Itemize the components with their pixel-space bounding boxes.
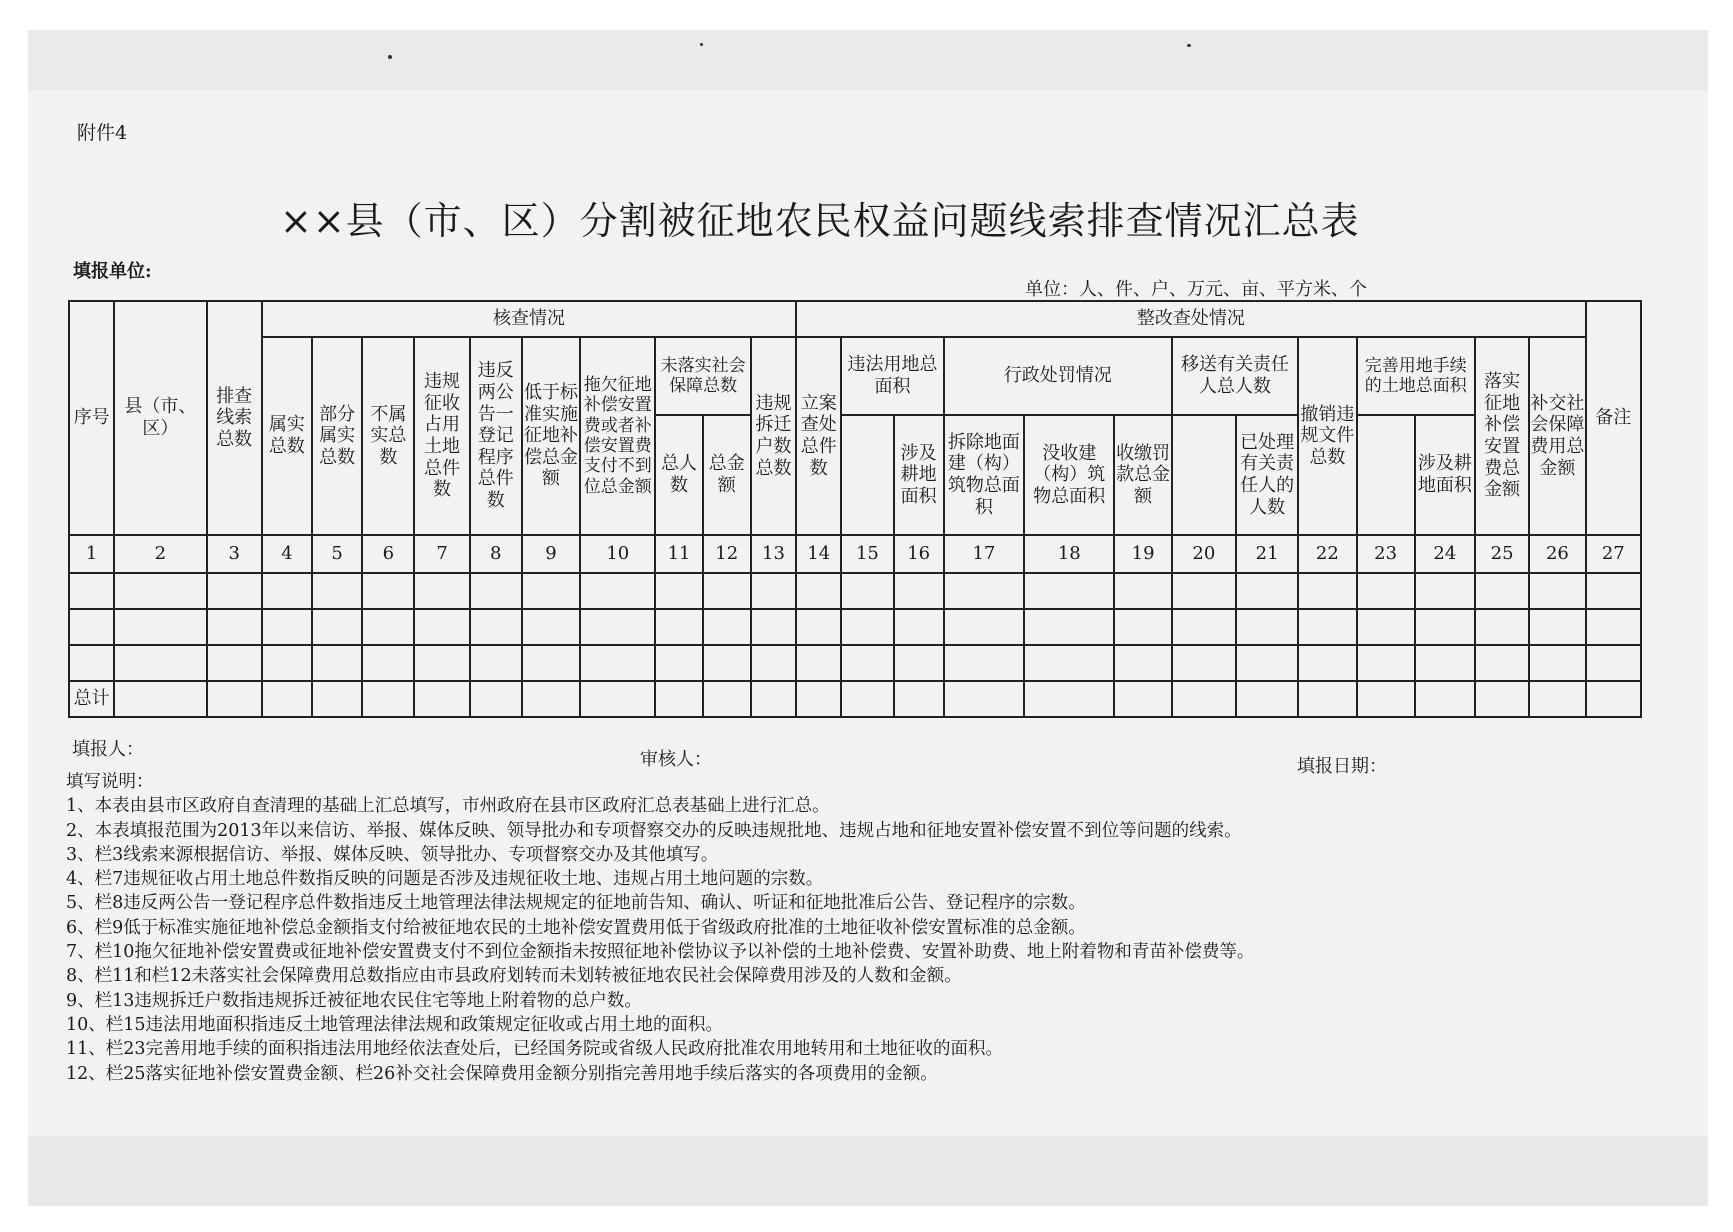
note-item: 6、栏9低于标准实施征地补偿总金额指支付给被征地农民的土地补偿安置费用低于省级政府批准的土地征收补偿安置标准的总金额。: [66, 917, 1086, 938]
column-number-cell: 10: [580, 535, 655, 573]
header-illegal-area-blank: [841, 415, 893, 535]
column-number-cell: 3: [207, 535, 262, 573]
header-handled-persons: 已处理有关责任人的人数: [1236, 415, 1298, 535]
column-number-cell: 18: [1024, 535, 1114, 573]
column-number-cell: 17: [944, 535, 1024, 573]
note-item: 4、栏7违规征收占用土地总件数指反映的问题是否涉及违规征收土地、违规占用土地问题的宗数。: [66, 869, 824, 890]
column-number-row: [69, 535, 1641, 573]
header-revoke-docs: 撤销违规文件总数: [1298, 337, 1356, 535]
column-number-cell: 15: [841, 535, 893, 573]
header-illegal-area: 违法用地总面积: [841, 337, 943, 415]
column-number-cell: 24: [1415, 535, 1475, 573]
column-number-cell: 23: [1357, 535, 1415, 573]
header-illegal-land: 违规征收占用土地总件数: [414, 337, 469, 535]
sheet-bottom-band: [28, 1136, 1708, 1206]
table-row: [69, 573, 1641, 609]
table-row: [69, 645, 1641, 681]
column-number-cell: 2: [114, 535, 206, 573]
column-number-cell: 11: [655, 535, 702, 573]
page-title: ××县（市、区）分割被征地农民权益问题线索排查情况汇总表: [280, 199, 1360, 243]
header-confiscate-area: 没收建（构）筑物总面积: [1024, 415, 1114, 535]
header-procedure-blank: [1357, 415, 1415, 535]
scan-speck: [700, 43, 703, 46]
note-item: 1、本表由县市区政府自查清理的基础上汇总填写，市州政府在县市区政府汇总表基础上进行汇总。: [66, 796, 830, 817]
header-total-persons: 总人数: [655, 415, 702, 535]
column-number-cell: 20: [1172, 535, 1236, 573]
column-number-cell: 8: [470, 535, 522, 573]
column-number-cell: 6: [362, 535, 414, 573]
column-number-cell: 9: [522, 535, 580, 573]
header-complete-procedure: 完善用地手续的土地总面积: [1357, 337, 1476, 415]
units-note: 单位：人、件、户、万元、亩、平方米、个: [1025, 279, 1367, 300]
header-check-group: 核查情况: [262, 301, 796, 337]
column-number-cell: 14: [796, 535, 841, 573]
header-verified: 属实总数: [262, 337, 312, 535]
note-item: 9、栏13违规拆迁户数指违规拆迁被征地农民住宅等地上附着物的总户数。: [66, 990, 642, 1011]
header-total-amount: 总金额: [703, 415, 751, 535]
column-number-cell: 21: [1236, 535, 1298, 573]
total-row: [69, 681, 1641, 717]
reviewer-label: 审核人：: [640, 749, 712, 770]
header-county: 县（市、区）: [114, 301, 206, 535]
note-item: 10、栏15违法用地面积指违反土地管理法律法规和政策规定征收或占用土地的面积。: [66, 1014, 724, 1035]
header-remarks: 备注: [1586, 301, 1641, 535]
sheet-top-band: [28, 30, 1708, 90]
header-transfer-persons: 移送有关责任人总人数: [1172, 337, 1299, 415]
header-social-security: 未落实社会保障总数: [655, 337, 750, 415]
notes-title: 填写说明：: [66, 772, 154, 792]
note-item: 3、栏3线索来源根据信访、举报、媒体反映、领导批办、专项督察交办及其他填写。: [66, 844, 719, 865]
note-item: 12、栏25落实征地补偿安置费金额、栏26补交社会保障费用金额分别指完善用地手续后落实的各项费用的金额。: [66, 1063, 938, 1084]
column-number-cell: 7: [414, 535, 469, 573]
header-violate-notice: 违反两公告一登记程序总件数: [470, 337, 522, 535]
column-number-cell: 13: [751, 535, 796, 573]
header-partly-verified: 部分属实总数: [312, 337, 362, 535]
header-illegal-demolition: 违规拆迁户数总数: [751, 337, 796, 535]
header-farmland-area-2: 涉及耕地面积: [1415, 415, 1475, 535]
header-admin-penalty: 行政处罚情况: [944, 337, 1172, 415]
header-compensation-total: 落实征地补偿安置费总金额: [1475, 337, 1529, 535]
column-number-cell: 19: [1114, 535, 1171, 573]
header-below-standard: 低于标准实施征地补偿总金额: [522, 337, 580, 535]
header-not-verified: 不属实总数: [362, 337, 414, 535]
column-number-cell: 25: [1475, 535, 1529, 573]
column-number-cell: 1: [69, 535, 114, 573]
header-rectify-group: 整改查处情况: [796, 301, 1585, 337]
scan-speck: [1187, 44, 1191, 47]
column-number-cell: 22: [1298, 535, 1356, 573]
column-number-cell: 27: [1586, 535, 1641, 573]
note-item: 8、栏11和栏12未落实社会保障费用总数指应由市县政府划转而未划转被征地农民社会保障费用涉及的人数和金额。: [66, 966, 962, 987]
column-number-cell: 12: [703, 535, 751, 573]
column-number-cell: 16: [894, 535, 944, 573]
header-arrears: 拖欠征地补偿安置费或者补偿安置费支付不到位总金额: [580, 337, 655, 535]
filler-label: 填报人：: [72, 739, 144, 760]
column-number-cell: 4: [262, 535, 312, 573]
note-item: 5、栏8违反两公告一登记程序总件数指违反土地管理法律法规规定的征地前告知、确认、听证和征地批准后公告、登记程序的宗数。: [66, 893, 1086, 914]
header-social-fee-total: 补交社会保障费用总金额: [1529, 337, 1585, 535]
total-row-label: 总计: [69, 681, 114, 717]
header-transfer-blank: [1172, 415, 1236, 535]
note-item: 11、栏23完善用地手续的面积指违法用地经依法查处后，已经国务院或省级人民政府批准农用地转用和土地征收的面积。: [66, 1039, 1004, 1060]
header-total-clues: 排查线索总数: [207, 301, 262, 535]
filler-unit-label: 填报单位:: [73, 261, 152, 282]
note-item: 7、栏10拖欠征地补偿安置费或征地补偿安置费支付不到位金额指未按照征地补偿协议予以补偿的土地补偿费、安置补助费、地上附着物和青苗补偿费等。: [66, 942, 1255, 963]
column-number-cell: 5: [312, 535, 362, 573]
header-fine-total: 收缴罚款总金额: [1114, 415, 1171, 535]
column-number-cell: 26: [1529, 535, 1585, 573]
header-demolish-area: 拆除地面建（构）筑物总面积: [944, 415, 1024, 535]
date-label: 填报日期：: [1297, 756, 1387, 777]
instructions: [66, 770, 1254, 1086]
header-filed-cases: 立案查处总件数: [796, 337, 841, 535]
summary-table: [68, 300, 1642, 718]
scan-speck: [388, 55, 392, 59]
header-farmland-area: 涉及耕地面积: [894, 415, 944, 535]
note-item: 2、本表填报范围为2013年以来信访、举报、媒体反映、领导批办和专项督察交办的反映违规批地、违规占地和征地安置补偿安置不到位等问题的线索。: [66, 820, 1242, 841]
attachment-label: 附件4: [77, 122, 128, 144]
header-seq: 序号: [69, 301, 114, 535]
table-row: [69, 609, 1641, 645]
